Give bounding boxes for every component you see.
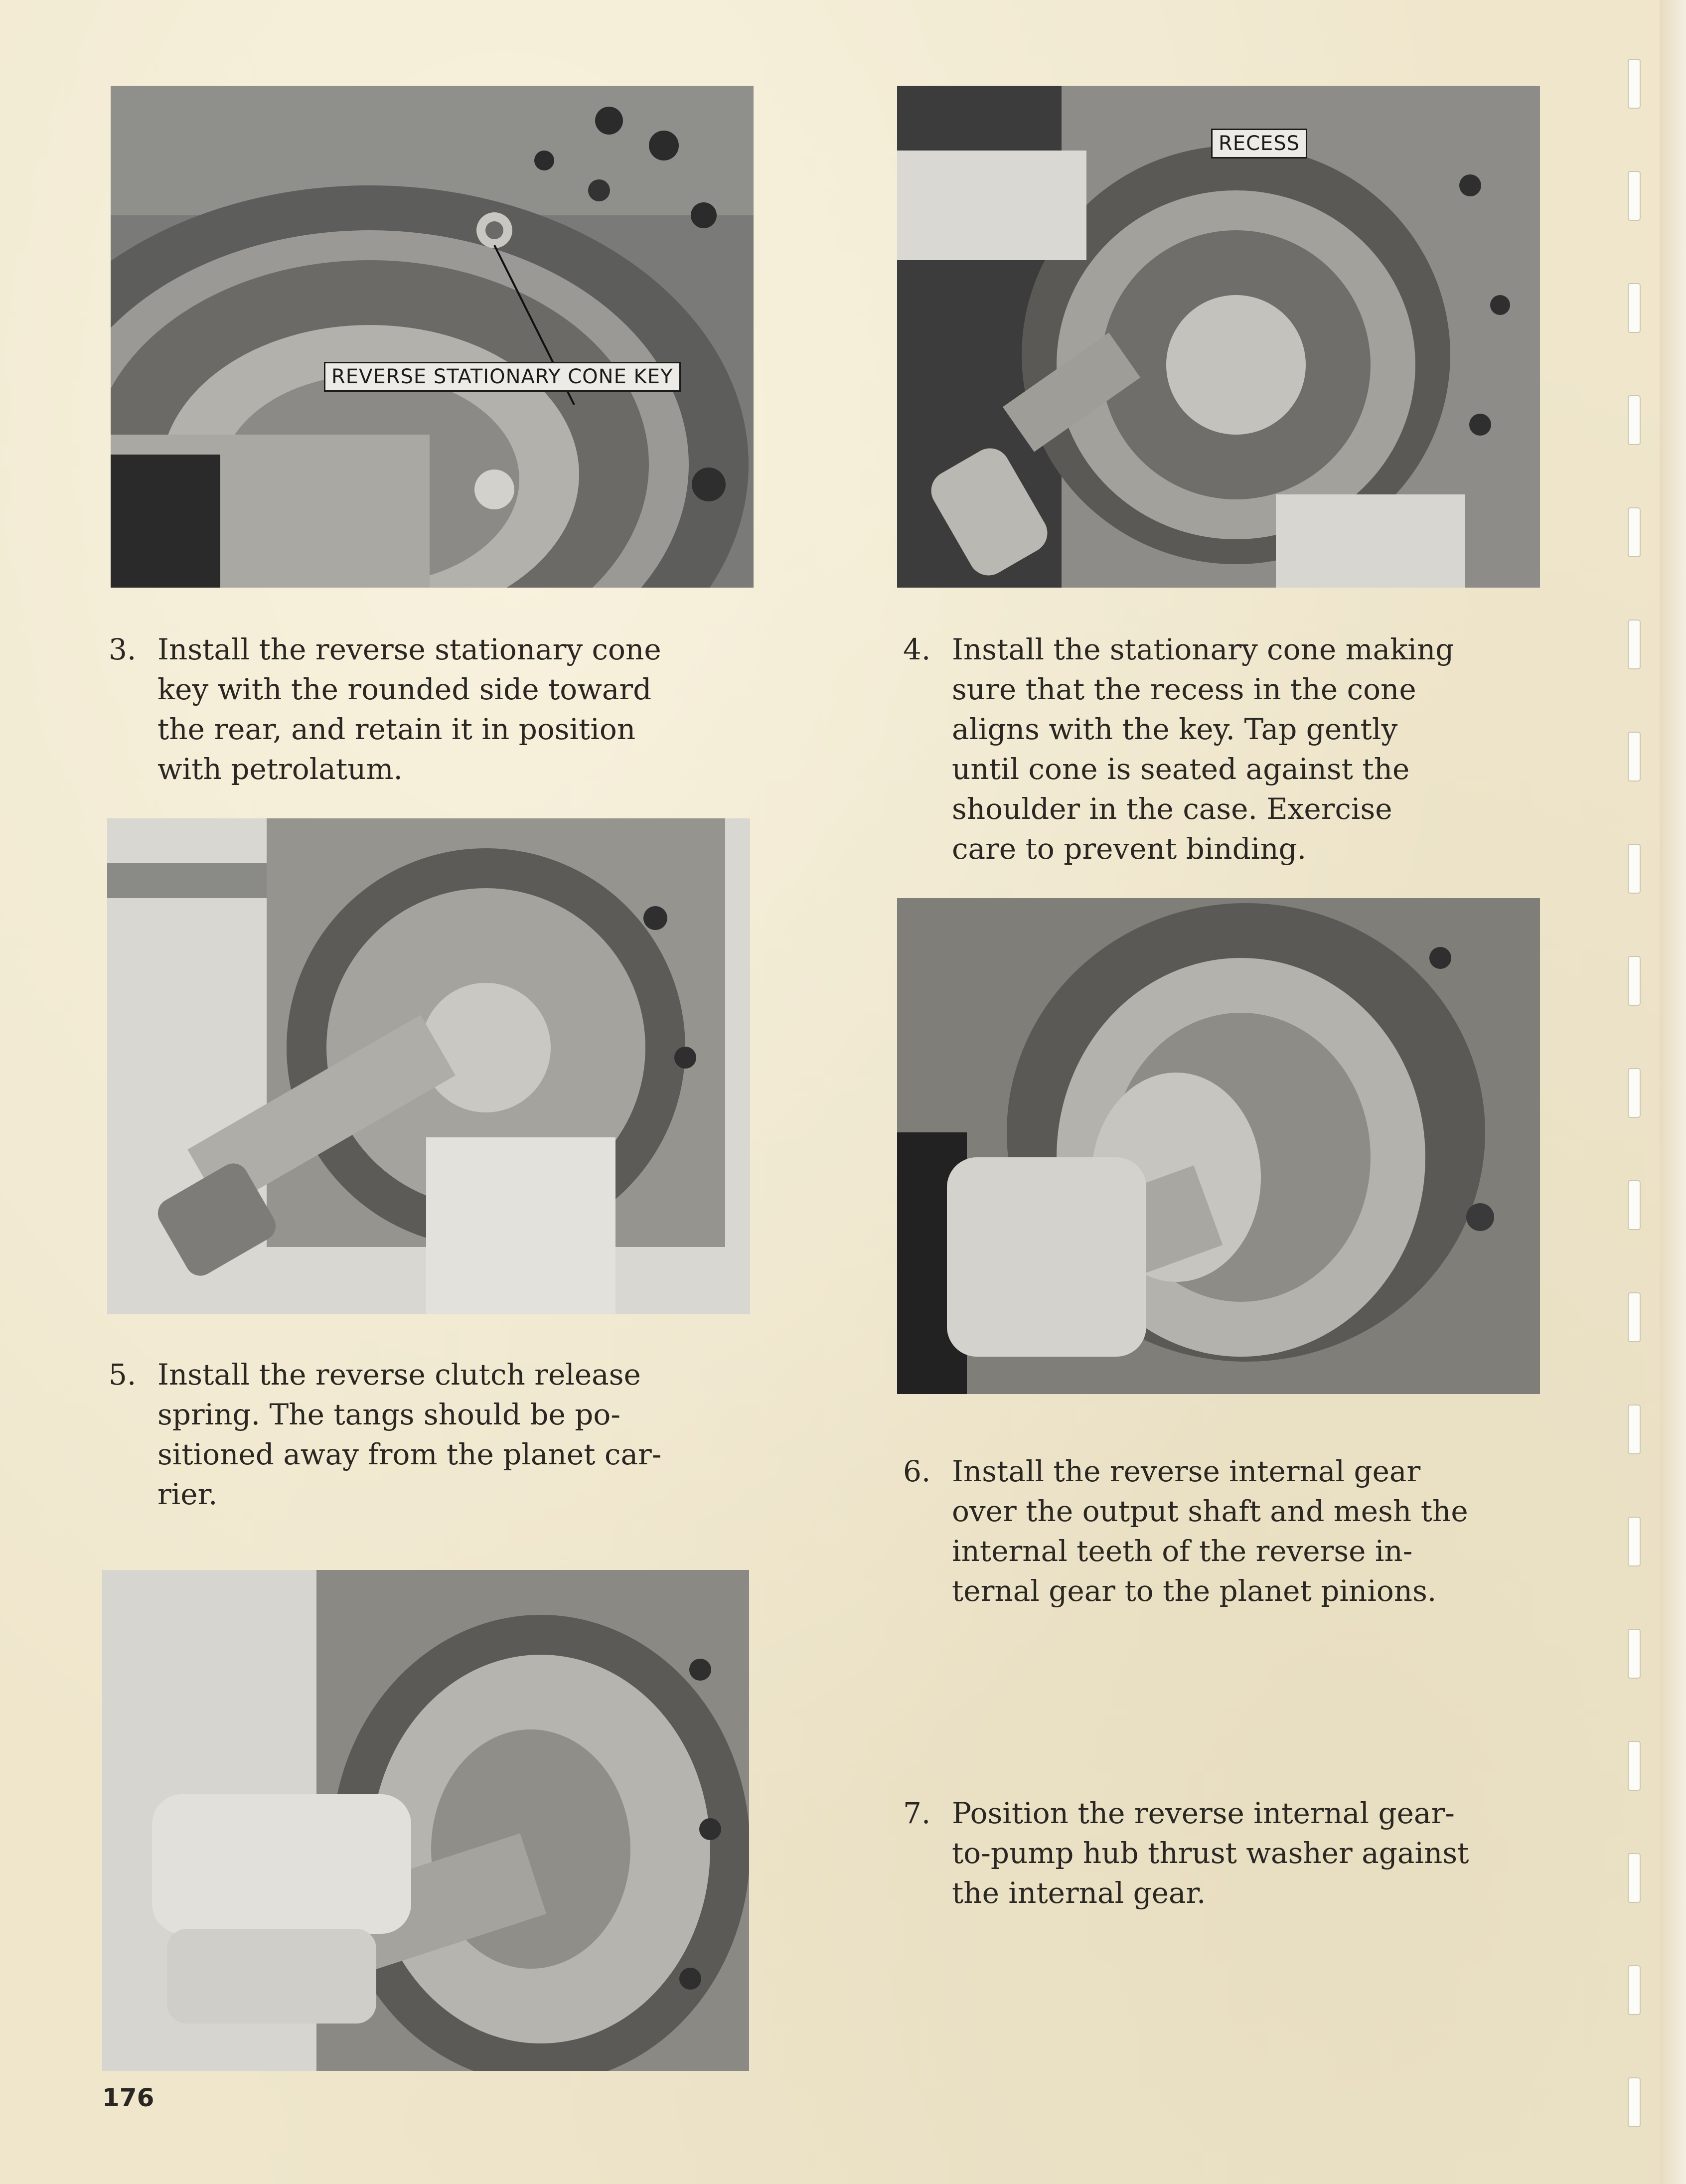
callout-recess: RECESS bbox=[1211, 129, 1307, 158]
step-6-line: ternal gear to the planet pinions. bbox=[952, 1574, 1437, 1608]
punch-hole bbox=[1629, 621, 1640, 668]
step-4-number: 4. bbox=[903, 632, 931, 666]
step-7-line: to-pump hub thrust washer against bbox=[952, 1836, 1469, 1870]
step-4-text bbox=[952, 629, 1540, 869]
step-5-number: 5. bbox=[109, 1358, 137, 1392]
photo-reverse-internal-gear bbox=[897, 898, 1540, 1394]
punch-hole bbox=[1629, 1293, 1640, 1341]
punch-hole bbox=[1629, 1181, 1640, 1229]
step-6-number: 6. bbox=[903, 1454, 931, 1488]
step-6-line: Install the reverse internal gear bbox=[952, 1454, 1421, 1488]
callout-reverse-stationary-cone-key: REVERSE STATIONARY CONE KEY bbox=[324, 362, 681, 392]
step-3-line: with petrolatum. bbox=[157, 752, 403, 786]
step-7-line: the internal gear. bbox=[952, 1876, 1206, 1910]
step-6-line: internal teeth of the reverse in- bbox=[952, 1534, 1413, 1568]
step-4-line: shoulder in the case. Exercise bbox=[952, 792, 1392, 826]
step-5-line: rier. bbox=[157, 1477, 218, 1511]
step-5-line: sitioned away from the planet car- bbox=[157, 1437, 662, 1471]
punch-hole bbox=[1629, 1069, 1640, 1117]
step-7-line: Position the reverse internal gear- bbox=[952, 1796, 1455, 1830]
photo-4-image bbox=[897, 86, 1540, 588]
step-4-line: sure that the recess in the cone bbox=[952, 672, 1416, 706]
punch-hole bbox=[1629, 845, 1640, 893]
step-3-line: the rear, and retain it in position bbox=[157, 712, 636, 746]
punch-hole bbox=[1629, 1854, 1640, 1902]
punch-hole bbox=[1629, 1630, 1640, 1678]
photo-5-image bbox=[107, 818, 750, 1314]
step-7-number: 7. bbox=[903, 1796, 931, 1830]
photo-stationary-cone-recess bbox=[897, 86, 1540, 588]
punch-hole bbox=[1629, 1518, 1640, 1565]
punch-hole bbox=[1629, 60, 1640, 108]
photo-3-image bbox=[111, 86, 754, 588]
step-3-line: Install the reverse stationary cone bbox=[157, 632, 661, 666]
step-5-text bbox=[157, 1355, 746, 1514]
photo-7-image bbox=[102, 1570, 749, 2071]
step-4-line: care to prevent binding. bbox=[952, 832, 1307, 866]
step-3-line: key with the rounded side toward bbox=[157, 672, 652, 706]
photo-thrust-washer bbox=[102, 1570, 749, 2071]
punch-hole bbox=[1629, 396, 1640, 444]
step-4-line: Install the stationary cone making bbox=[952, 632, 1454, 666]
step-7-text bbox=[952, 1793, 1540, 1913]
step-3-text bbox=[157, 629, 746, 789]
step-3-number: 3. bbox=[109, 632, 137, 666]
punch-hole bbox=[1629, 733, 1640, 780]
punch-hole bbox=[1629, 1405, 1640, 1453]
step-6-text bbox=[952, 1451, 1540, 1611]
punch-hole bbox=[1629, 1966, 1640, 2014]
punch-hole bbox=[1629, 957, 1640, 1005]
page-number: 176 bbox=[102, 2083, 154, 2112]
binder-punch-holes bbox=[1629, 0, 1659, 2184]
photo-stationary-cone-key bbox=[111, 86, 754, 588]
punch-hole bbox=[1629, 172, 1640, 220]
photo-6-image bbox=[897, 898, 1540, 1394]
step-5-line: Install the reverse clutch release bbox=[157, 1358, 641, 1392]
punch-hole bbox=[1629, 508, 1640, 556]
step-4-line: aligns with the key. Tap gently bbox=[952, 712, 1398, 746]
step-5-line: spring. The tangs should be po- bbox=[157, 1398, 620, 1431]
step-6-line: over the output shaft and mesh the bbox=[952, 1494, 1468, 1528]
punch-hole bbox=[1629, 1742, 1640, 1790]
punch-hole bbox=[1629, 2078, 1640, 2126]
photo-reverse-clutch-release-spring bbox=[107, 818, 750, 1314]
page-edge bbox=[1660, 0, 1686, 2184]
step-4-line: until cone is seated against the bbox=[952, 752, 1410, 786]
punch-hole bbox=[1629, 284, 1640, 332]
